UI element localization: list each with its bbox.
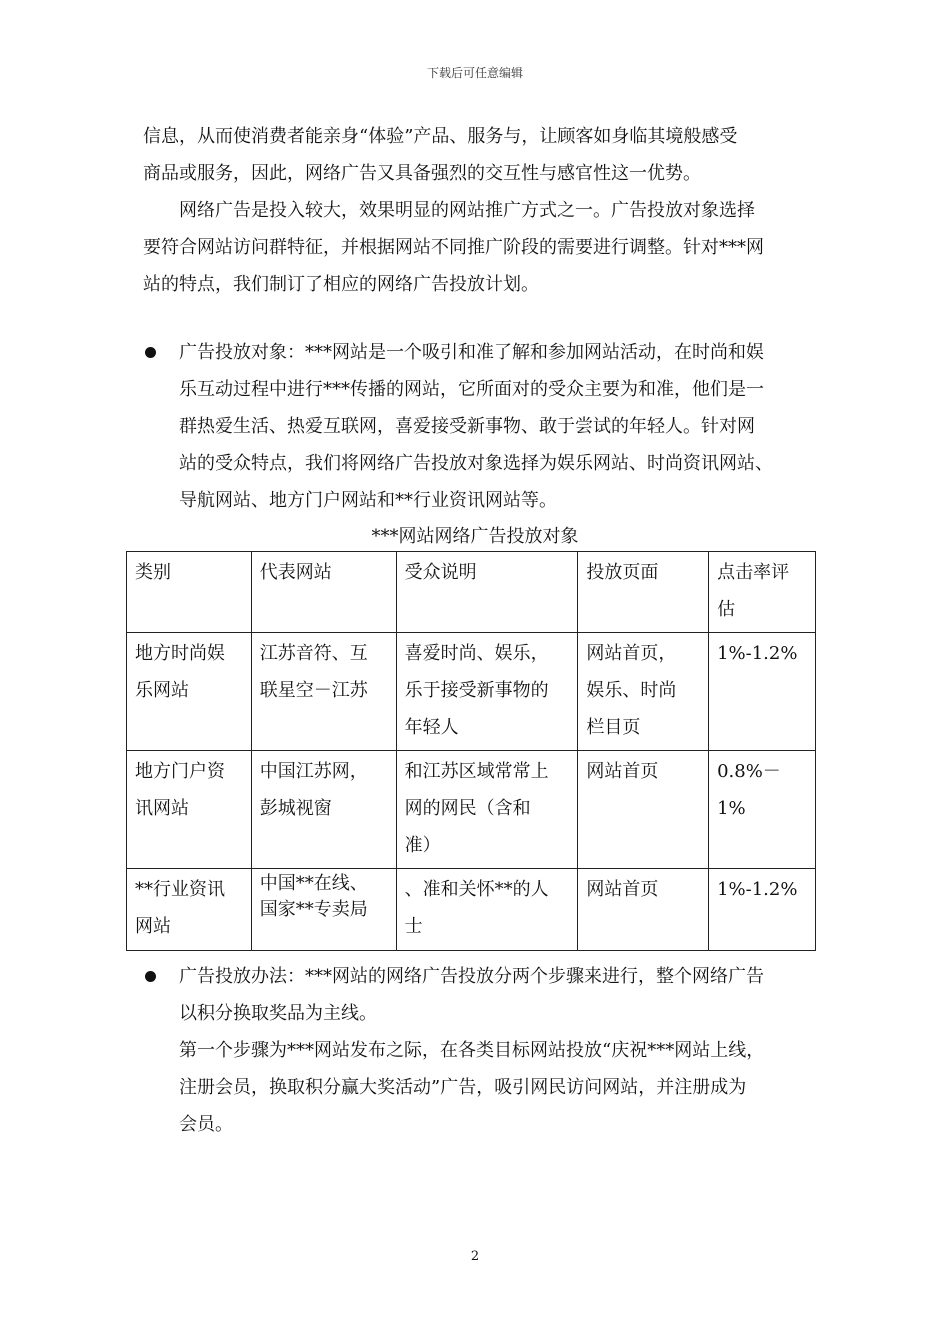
ad-target-table: [126, 551, 816, 951]
text-line: 群热爱生活、热爱互联网，喜爱接受新事物、敢于尝试的年轻人。针对网: [179, 416, 755, 437]
intro-paragraph-1: [143, 118, 811, 192]
intro-paragraph-2: [143, 192, 811, 303]
text-line: 站的受众特点，我们将网络广告投放对象选择为娱乐网站、时尚资讯网站、: [179, 453, 773, 474]
text-line: 站的特点，我们制订了相应的网络广告投放计划。: [143, 274, 539, 295]
table-cell: 和江苏区域常常上 网的网民（含和 准）: [396, 751, 578, 869]
table-cell: 网站首页: [578, 751, 709, 869]
text-line: 广告投放对象：***网站是一个吸引和准了解和参加网站活动，在时尚和娱: [179, 342, 764, 363]
table-cell: 0.8%－ 1%: [709, 751, 816, 869]
text-line: 要符合网站访问群特征，并根据网站不同推广阶段的需要进行调整。针对***网: [143, 237, 764, 258]
table-cell: 、准和关怀**的人 士: [396, 869, 578, 951]
table-cell: 网站首页: [578, 869, 709, 951]
text-line: 广告投放办法：***网站的网络广告投放分两个步骤来进行，整个网络广告: [179, 966, 764, 987]
text-line: 乐互动过程中进行***传播的网站，它所面对的受众主要为和准，他们是一: [179, 379, 764, 400]
table-cell: 地方门户资 讯网站: [127, 751, 252, 869]
bullet-icon: [145, 971, 156, 982]
text-line: 第一个步骤为***网站发布之际，在各类目标网站投放“庆祝***网站上线，: [179, 1040, 765, 1061]
bullet-text: [179, 334, 819, 519]
table-cell: 1%-1.2%: [709, 633, 816, 751]
table-cell: 中国**在线、 国家**专卖局: [251, 869, 396, 951]
table-row: [127, 751, 816, 869]
table-cell: 1%-1.2%: [709, 869, 816, 951]
header-cell: 代表网站: [251, 552, 396, 633]
table-caption: ***网站网络广告投放对象: [371, 526, 579, 547]
page-number: 2: [470, 1249, 480, 1264]
text-line: 会员。: [179, 1114, 233, 1135]
table-cell: 中国江苏网， 彭城视窗: [251, 751, 396, 869]
text-line: 导航网站、地方门户网站和**行业资讯网站等。: [179, 490, 557, 511]
header-cell: 投放页面: [578, 552, 709, 633]
table-cell: 地方时尚娱 乐网站: [127, 633, 252, 751]
table-cell: **行业资讯 网站: [127, 869, 252, 951]
table-cell: 网站首页， 娱乐、时尚 栏目页: [578, 633, 709, 751]
bullet-text: [179, 958, 819, 1143]
table-row: [127, 869, 816, 951]
header-cell: 点击率评 估: [709, 552, 816, 633]
table-header-row: [127, 552, 816, 633]
bullet-icon: [145, 347, 156, 358]
text-line: 商品或服务，因此，网络广告又具备强烈的交互性与感官性这一优势。: [143, 163, 701, 184]
text-line: 以积分换取奖品为主线。: [179, 1003, 377, 1024]
text-line: 信息，从而使消费者能亲身“体验”产品、服务与，让顾客如身临其境般感受: [143, 126, 738, 147]
text-line: 注册会员，换取积分赢大奖活动”广告，吸引网民访问网站，并注册成为: [179, 1077, 747, 1098]
header-cell: 类别: [127, 552, 252, 633]
page-header: 下载后可任意编辑: [426, 66, 523, 80]
table-cell: 喜爱时尚、娱乐， 乐于接受新事物的 年轻人: [396, 633, 578, 751]
table-cell: 江苏音符、互 联星空－江苏: [251, 633, 396, 751]
text-line: 网络广告是投入较大，效果明显的网站推广方式之一。广告投放对象选择: [143, 200, 755, 221]
table-row: [127, 633, 816, 751]
header-cell: 受众说明: [396, 552, 578, 633]
